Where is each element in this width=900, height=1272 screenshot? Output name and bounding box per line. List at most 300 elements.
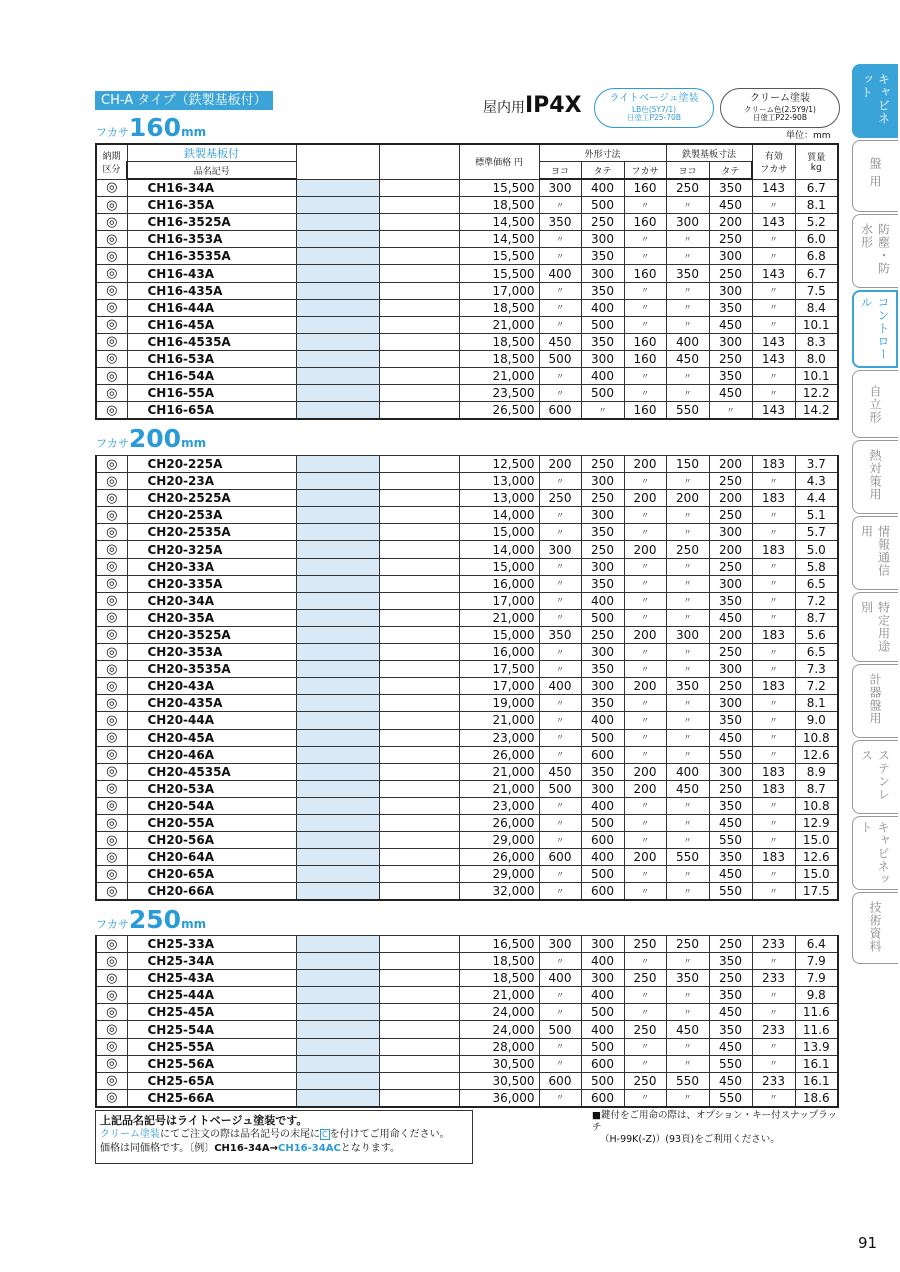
blank-cell — [296, 402, 379, 420]
outer-fukasa: 200 — [624, 456, 666, 473]
delivery-mark: ◎ — [96, 197, 127, 214]
price: 13,000 — [459, 473, 539, 490]
blank-cell — [379, 179, 459, 197]
delivery-mark: ◎ — [96, 695, 127, 712]
table-row — [96, 248, 838, 265]
plate-tate: 550 — [709, 1055, 752, 1072]
price: 17,500 — [459, 661, 539, 678]
table-row — [96, 832, 838, 849]
outer-tate: 300 — [581, 558, 624, 575]
price: 21,000 — [459, 987, 539, 1004]
outer-tate: 350 — [581, 282, 624, 299]
outer-yoko: 450 — [539, 763, 581, 780]
delivery-mark: ◎ — [96, 678, 127, 695]
outer-tate: 350 — [581, 333, 624, 350]
blank-cell — [379, 609, 459, 626]
outer-fukasa: 〃 — [624, 695, 666, 712]
effective-depth: 143 — [752, 179, 795, 197]
blank-cell — [379, 558, 459, 575]
outer-yoko: 300 — [539, 179, 581, 197]
plate-yoko: 400 — [666, 333, 709, 350]
blank-cell — [296, 866, 379, 883]
blank-cell — [379, 866, 459, 883]
outer-fukasa: 250 — [624, 970, 666, 987]
model-code: CH16-55A — [127, 385, 296, 402]
weight: 9.0 — [795, 712, 838, 729]
blank-cell — [296, 316, 379, 333]
price: 17,000 — [459, 678, 539, 695]
outer-yoko: 〃 — [539, 231, 581, 248]
header-price: 標準価格 円 — [459, 144, 539, 179]
effective-depth: 〃 — [752, 746, 795, 763]
paint1-sub2: 日塗工P25-70B — [627, 112, 681, 122]
tab-technical[interactable]: 技術資料 — [852, 892, 898, 964]
header-outer: 外形寸法 — [539, 144, 666, 162]
blank-cell — [379, 248, 459, 265]
table-row — [96, 402, 838, 420]
outer-fukasa: 200 — [624, 780, 666, 797]
blank-cell — [296, 558, 379, 575]
weight: 7.2 — [795, 592, 838, 609]
outer-yoko: 450 — [539, 333, 581, 350]
delivery-mark: ◎ — [96, 350, 127, 367]
model-code: CH16-44A — [127, 299, 296, 316]
weight: 14.2 — [795, 402, 838, 420]
outer-yoko: 〃 — [539, 385, 581, 402]
weight: 6.0 — [795, 231, 838, 248]
effective-depth: 〃 — [752, 1055, 795, 1072]
outer-fukasa: 〃 — [624, 832, 666, 849]
outer-fukasa: 250 — [624, 936, 666, 953]
tab-control[interactable]: コントロール — [852, 290, 898, 368]
table-row — [96, 678, 838, 695]
effective-depth: 〃 — [752, 712, 795, 729]
type-label: CH-A タイプ（鉄製基板付） — [95, 91, 273, 110]
outer-fukasa: 〃 — [624, 575, 666, 592]
table-row — [96, 214, 838, 231]
blank-cell — [379, 350, 459, 367]
price: 12,500 — [459, 456, 539, 473]
blank-cell — [379, 780, 459, 797]
blank-cell — [379, 661, 459, 678]
table-row — [96, 763, 838, 780]
outer-yoko: 300 — [539, 541, 581, 558]
table-row — [96, 746, 838, 763]
price: 14,000 — [459, 541, 539, 558]
outer-yoko: 〃 — [539, 661, 581, 678]
blank-cell — [296, 1072, 379, 1089]
price: 14,500 — [459, 231, 539, 248]
outer-tate: 300 — [581, 644, 624, 661]
blank-cell — [379, 1072, 459, 1089]
outer-yoko: 〃 — [539, 282, 581, 299]
delivery-mark: ◎ — [96, 490, 127, 507]
plate-yoko: 〃 — [666, 368, 709, 385]
indoor-rating — [483, 93, 582, 118]
effective-depth: 143 — [752, 214, 795, 231]
effective-depth: 〃 — [752, 316, 795, 333]
blank-cell — [379, 797, 459, 814]
outer-yoko: 〃 — [539, 1089, 581, 1107]
delivery-mark: ◎ — [96, 282, 127, 299]
model-code: CH20-435A — [127, 695, 296, 712]
plate-tate: 300 — [709, 695, 752, 712]
outer-tate: 500 — [581, 814, 624, 831]
plate-yoko: 〃 — [666, 883, 709, 901]
outer-yoko: 〃 — [539, 197, 581, 214]
plate-yoko: 〃 — [666, 231, 709, 248]
plate-tate: 450 — [709, 385, 752, 402]
unit-label: 単位：mm — [786, 131, 831, 141]
outer-yoko: 〃 — [539, 558, 581, 575]
model-code: CH16-45A — [127, 316, 296, 333]
effective-depth: 143 — [752, 350, 795, 367]
outer-fukasa: 160 — [624, 179, 666, 197]
blank-cell — [296, 609, 379, 626]
effective-depth: 〃 — [752, 797, 795, 814]
weight: 8.1 — [795, 695, 838, 712]
outer-tate: 350 — [581, 524, 624, 541]
weight: 8.7 — [795, 780, 838, 797]
outer-tate: 250 — [581, 626, 624, 643]
plate-yoko: 450 — [666, 780, 709, 797]
weight: 7.2 — [795, 678, 838, 695]
model-code: CH20-65A — [127, 866, 296, 883]
blank-cell — [379, 231, 459, 248]
plate-yoko: 〃 — [666, 797, 709, 814]
paint1-sub1: LB色(5Y7/1) — [631, 105, 677, 114]
tab-freestanding[interactable]: 自立形 — [852, 370, 898, 438]
plate-tate: 550 — [709, 883, 752, 901]
plate-tate: 200 — [709, 456, 752, 473]
blank-cell — [296, 541, 379, 558]
blank-cell — [296, 729, 379, 746]
plate-yoko: 450 — [666, 1021, 709, 1038]
tab-telecom[interactable]: 情報通信用 — [852, 516, 898, 590]
model-code: CH25-66A — [127, 1089, 296, 1107]
outer-tate: 300 — [581, 970, 624, 987]
blank-cell — [296, 368, 379, 385]
weight: 18.6 — [795, 1089, 838, 1107]
outer-fukasa: 200 — [624, 849, 666, 866]
plate-yoko: 450 — [666, 350, 709, 367]
blank-cell — [296, 849, 379, 866]
outer-fukasa: 〃 — [624, 953, 666, 970]
tab-special[interactable]: 特定用途別 — [852, 592, 898, 662]
header-fukasa: フカサ — [624, 162, 666, 180]
tab-cabinet[interactable]: キャビネット — [852, 64, 898, 138]
plate-yoko: 〃 — [666, 592, 709, 609]
outer-fukasa: 〃 — [624, 592, 666, 609]
blank-cell — [296, 661, 379, 678]
plate-tate: 300 — [709, 282, 752, 299]
blank-cell — [296, 179, 379, 197]
indoor-prefix: 屋内用 — [483, 100, 525, 116]
outer-fukasa: 〃 — [624, 1089, 666, 1107]
blank-cell — [379, 385, 459, 402]
model-code: CH25-55A — [127, 1038, 296, 1055]
delivery-mark: ◎ — [96, 558, 127, 575]
outer-yoko: 500 — [539, 1021, 581, 1038]
outer-tate: 400 — [581, 987, 624, 1004]
outer-fukasa: 〃 — [624, 644, 666, 661]
blank-cell — [379, 678, 459, 695]
delivery-mark: ◎ — [96, 248, 127, 265]
outer-fukasa: 160 — [624, 350, 666, 367]
blank-cell — [296, 814, 379, 831]
outer-fukasa: 〃 — [624, 987, 666, 1004]
model-code: CH20-4535A — [127, 763, 296, 780]
blank-cell — [379, 1055, 459, 1072]
outer-fukasa: 〃 — [624, 1038, 666, 1055]
blank-cell — [296, 385, 379, 402]
delivery-mark: ◎ — [96, 1004, 127, 1021]
outer-fukasa: 〃 — [624, 746, 666, 763]
paint-lightbeige-badge — [594, 88, 714, 128]
header-delivery: 納期 区分 — [96, 144, 127, 179]
delivery-mark: ◎ — [96, 883, 127, 901]
delivery-mark: ◎ — [96, 953, 127, 970]
weight: 5.8 — [795, 558, 838, 575]
plate-tate: 550 — [709, 746, 752, 763]
outer-yoko: 〃 — [539, 832, 581, 849]
tab-thermal[interactable]: 熱対策用 — [852, 440, 898, 514]
tab-dustproof[interactable]: 防塵・防水形 — [852, 214, 898, 288]
outer-tate: 400 — [581, 592, 624, 609]
blank-cell — [296, 248, 379, 265]
price: 14,500 — [459, 214, 539, 231]
plate-yoko: 〃 — [666, 729, 709, 746]
delivery-mark: ◎ — [96, 1072, 127, 1089]
blank-cell — [296, 678, 379, 695]
outer-yoko: 〃 — [539, 953, 581, 970]
outer-fukasa: 200 — [624, 678, 666, 695]
model-code: CH20-56A — [127, 832, 296, 849]
delivery-mark: ◎ — [96, 849, 127, 866]
delivery-mark: ◎ — [96, 1089, 127, 1107]
model-code: CH20-2535A — [127, 524, 296, 541]
plate-tate: 350 — [709, 179, 752, 197]
model-code: CH25-56A — [127, 1055, 296, 1072]
plate-yoko: 〃 — [666, 644, 709, 661]
weight: 5.0 — [795, 541, 838, 558]
effective-depth: 〃 — [752, 231, 795, 248]
table-row — [96, 970, 838, 987]
weight: 5.2 — [795, 214, 838, 231]
table-row — [96, 695, 838, 712]
effective-depth: 183 — [752, 678, 795, 695]
delivery-mark: ◎ — [96, 575, 127, 592]
delivery-mark: ◎ — [96, 456, 127, 473]
outer-yoko: 〃 — [539, 814, 581, 831]
outer-fukasa: 160 — [624, 333, 666, 350]
price: 16,000 — [459, 644, 539, 661]
price: 24,000 — [459, 1021, 539, 1038]
table-row — [96, 197, 838, 214]
effective-depth: 〃 — [752, 473, 795, 490]
plate-tate: 450 — [709, 814, 752, 831]
outer-tate: 350 — [581, 575, 624, 592]
ip-rating: IP4X — [525, 93, 582, 118]
blank-cell — [379, 368, 459, 385]
outer-fukasa: 200 — [624, 626, 666, 643]
blank-cell — [379, 1089, 459, 1107]
price: 26,500 — [459, 402, 539, 420]
outer-fukasa: 〃 — [624, 368, 666, 385]
plate-tate: 300 — [709, 248, 752, 265]
price: 15,500 — [459, 265, 539, 282]
weight: 6.4 — [795, 936, 838, 953]
price: 26,000 — [459, 746, 539, 763]
delivery-mark: ◎ — [96, 609, 127, 626]
price: 16,000 — [459, 575, 539, 592]
model-code: CH25-33A — [127, 936, 296, 953]
outer-tate: 500 — [581, 316, 624, 333]
plate-yoko: 〃 — [666, 1089, 709, 1107]
header-plate-dim: 鉄製基板寸法 — [666, 144, 752, 162]
weight: 7.3 — [795, 661, 838, 678]
weight: 10.1 — [795, 316, 838, 333]
weight: 11.6 — [795, 1004, 838, 1021]
table-row — [96, 231, 838, 248]
table-row — [96, 385, 838, 402]
outer-tate: 300 — [581, 473, 624, 490]
plate-tate: 250 — [709, 558, 752, 575]
model-code: CH16-53A — [127, 350, 296, 367]
blank-cell — [379, 282, 459, 299]
tab-cabinet-parts[interactable]: キャビネット — [852, 816, 898, 890]
delivery-mark: ◎ — [96, 231, 127, 248]
model-code: CH20-46A — [127, 746, 296, 763]
weight: 7.9 — [795, 953, 838, 970]
plate-yoko: 〃 — [666, 695, 709, 712]
outer-tate: 600 — [581, 832, 624, 849]
effective-depth: 〃 — [752, 609, 795, 626]
outer-tate: 500 — [581, 1004, 624, 1021]
blank-cell — [379, 1021, 459, 1038]
plate-tate: 200 — [709, 626, 752, 643]
header-yoko2: ヨコ — [666, 162, 709, 180]
delivery-mark: ◎ — [96, 987, 127, 1004]
effective-depth: 〃 — [752, 1089, 795, 1107]
table-row — [96, 490, 838, 507]
model-code: CH20-44A — [127, 712, 296, 729]
plate-yoko: 〃 — [666, 712, 709, 729]
price: 23,000 — [459, 797, 539, 814]
outer-tate: 300 — [581, 231, 624, 248]
price: 21,000 — [459, 712, 539, 729]
outer-fukasa: 〃 — [624, 661, 666, 678]
plate-tate: 250 — [709, 265, 752, 282]
plate-tate: 350 — [709, 797, 752, 814]
table-row — [96, 866, 838, 883]
tab-meter-panel[interactable]: 計器盤用 — [852, 664, 898, 738]
weight: 8.4 — [795, 299, 838, 316]
outer-tate: 300 — [581, 780, 624, 797]
plate-tate: 300 — [709, 524, 752, 541]
price: 26,000 — [459, 849, 539, 866]
blank-cell — [379, 402, 459, 420]
effective-depth: 〃 — [752, 558, 795, 575]
blank-cell — [379, 507, 459, 524]
outer-yoko: 〃 — [539, 575, 581, 592]
blank-cell — [379, 333, 459, 350]
model-code: CH20-253A — [127, 507, 296, 524]
blank-cell — [296, 832, 379, 849]
outer-yoko: 200 — [539, 456, 581, 473]
price: 30,500 — [459, 1055, 539, 1072]
blank-cell — [379, 299, 459, 316]
outer-tate: 300 — [581, 936, 624, 953]
weight: 11.6 — [795, 1021, 838, 1038]
model-code: CH20-53A — [127, 780, 296, 797]
blank-cell — [296, 797, 379, 814]
delivery-mark: ◎ — [96, 265, 127, 282]
plate-yoko: 250 — [666, 179, 709, 197]
model-code: CH20-353A — [127, 644, 296, 661]
blank-cell — [379, 626, 459, 643]
delivery-mark: ◎ — [96, 832, 127, 849]
outer-tate: 400 — [581, 712, 624, 729]
table-row — [96, 1038, 838, 1055]
weight: 9.8 — [795, 987, 838, 1004]
note-line2: クリーム塗装にてご注文の際は品名記号の末尾に C を付けてご用命ください。 — [100, 1129, 450, 1140]
delivery-mark: ◎ — [96, 1055, 127, 1072]
outer-yoko: 〃 — [539, 368, 581, 385]
plate-tate: 450 — [709, 1072, 752, 1089]
plate-yoko: 〃 — [666, 746, 709, 763]
plate-yoko: 〃 — [666, 1055, 709, 1072]
outer-yoko: 600 — [539, 1072, 581, 1089]
outer-tate: 400 — [581, 179, 624, 197]
outer-tate: 〃 — [581, 402, 624, 420]
outer-tate: 250 — [581, 456, 624, 473]
blank-cell — [296, 507, 379, 524]
plate-yoko: 〃 — [666, 385, 709, 402]
outer-fukasa: 〃 — [624, 1055, 666, 1072]
blank-cell — [296, 883, 379, 901]
effective-depth: 〃 — [752, 644, 795, 661]
model-code: CH16-54A — [127, 368, 296, 385]
plate-yoko: 〃 — [666, 316, 709, 333]
blank-cell — [379, 1038, 459, 1055]
weight: 4.3 — [795, 473, 838, 490]
header-effective: 有効 フカサ — [752, 144, 795, 179]
tab-stainless[interactable]: ステンレス — [852, 740, 898, 814]
spec-table-250 — [95, 935, 839, 1108]
page-number: 91 — [858, 1234, 878, 1252]
model-code: CH16-3525A — [127, 214, 296, 231]
outer-yoko: 600 — [539, 849, 581, 866]
price: 15,000 — [459, 558, 539, 575]
weight: 5.7 — [795, 524, 838, 541]
blank-cell — [296, 350, 379, 367]
blank-cell — [296, 214, 379, 231]
header-yoko: ヨコ — [539, 162, 581, 180]
plate-tate: 350 — [709, 368, 752, 385]
header-tate2: タテ — [709, 162, 752, 180]
model-code: CH25-45A — [127, 1004, 296, 1021]
blank-cell — [379, 987, 459, 1004]
blank-cell — [296, 333, 379, 350]
outer-tate: 500 — [581, 866, 624, 883]
model-code: CH20-55A — [127, 814, 296, 831]
tab-panel[interactable]: 盤 用 — [852, 140, 898, 212]
table-row — [96, 936, 838, 953]
weight: 10.8 — [795, 729, 838, 746]
outer-yoko: 300 — [539, 936, 581, 953]
weight: 8.9 — [795, 763, 838, 780]
